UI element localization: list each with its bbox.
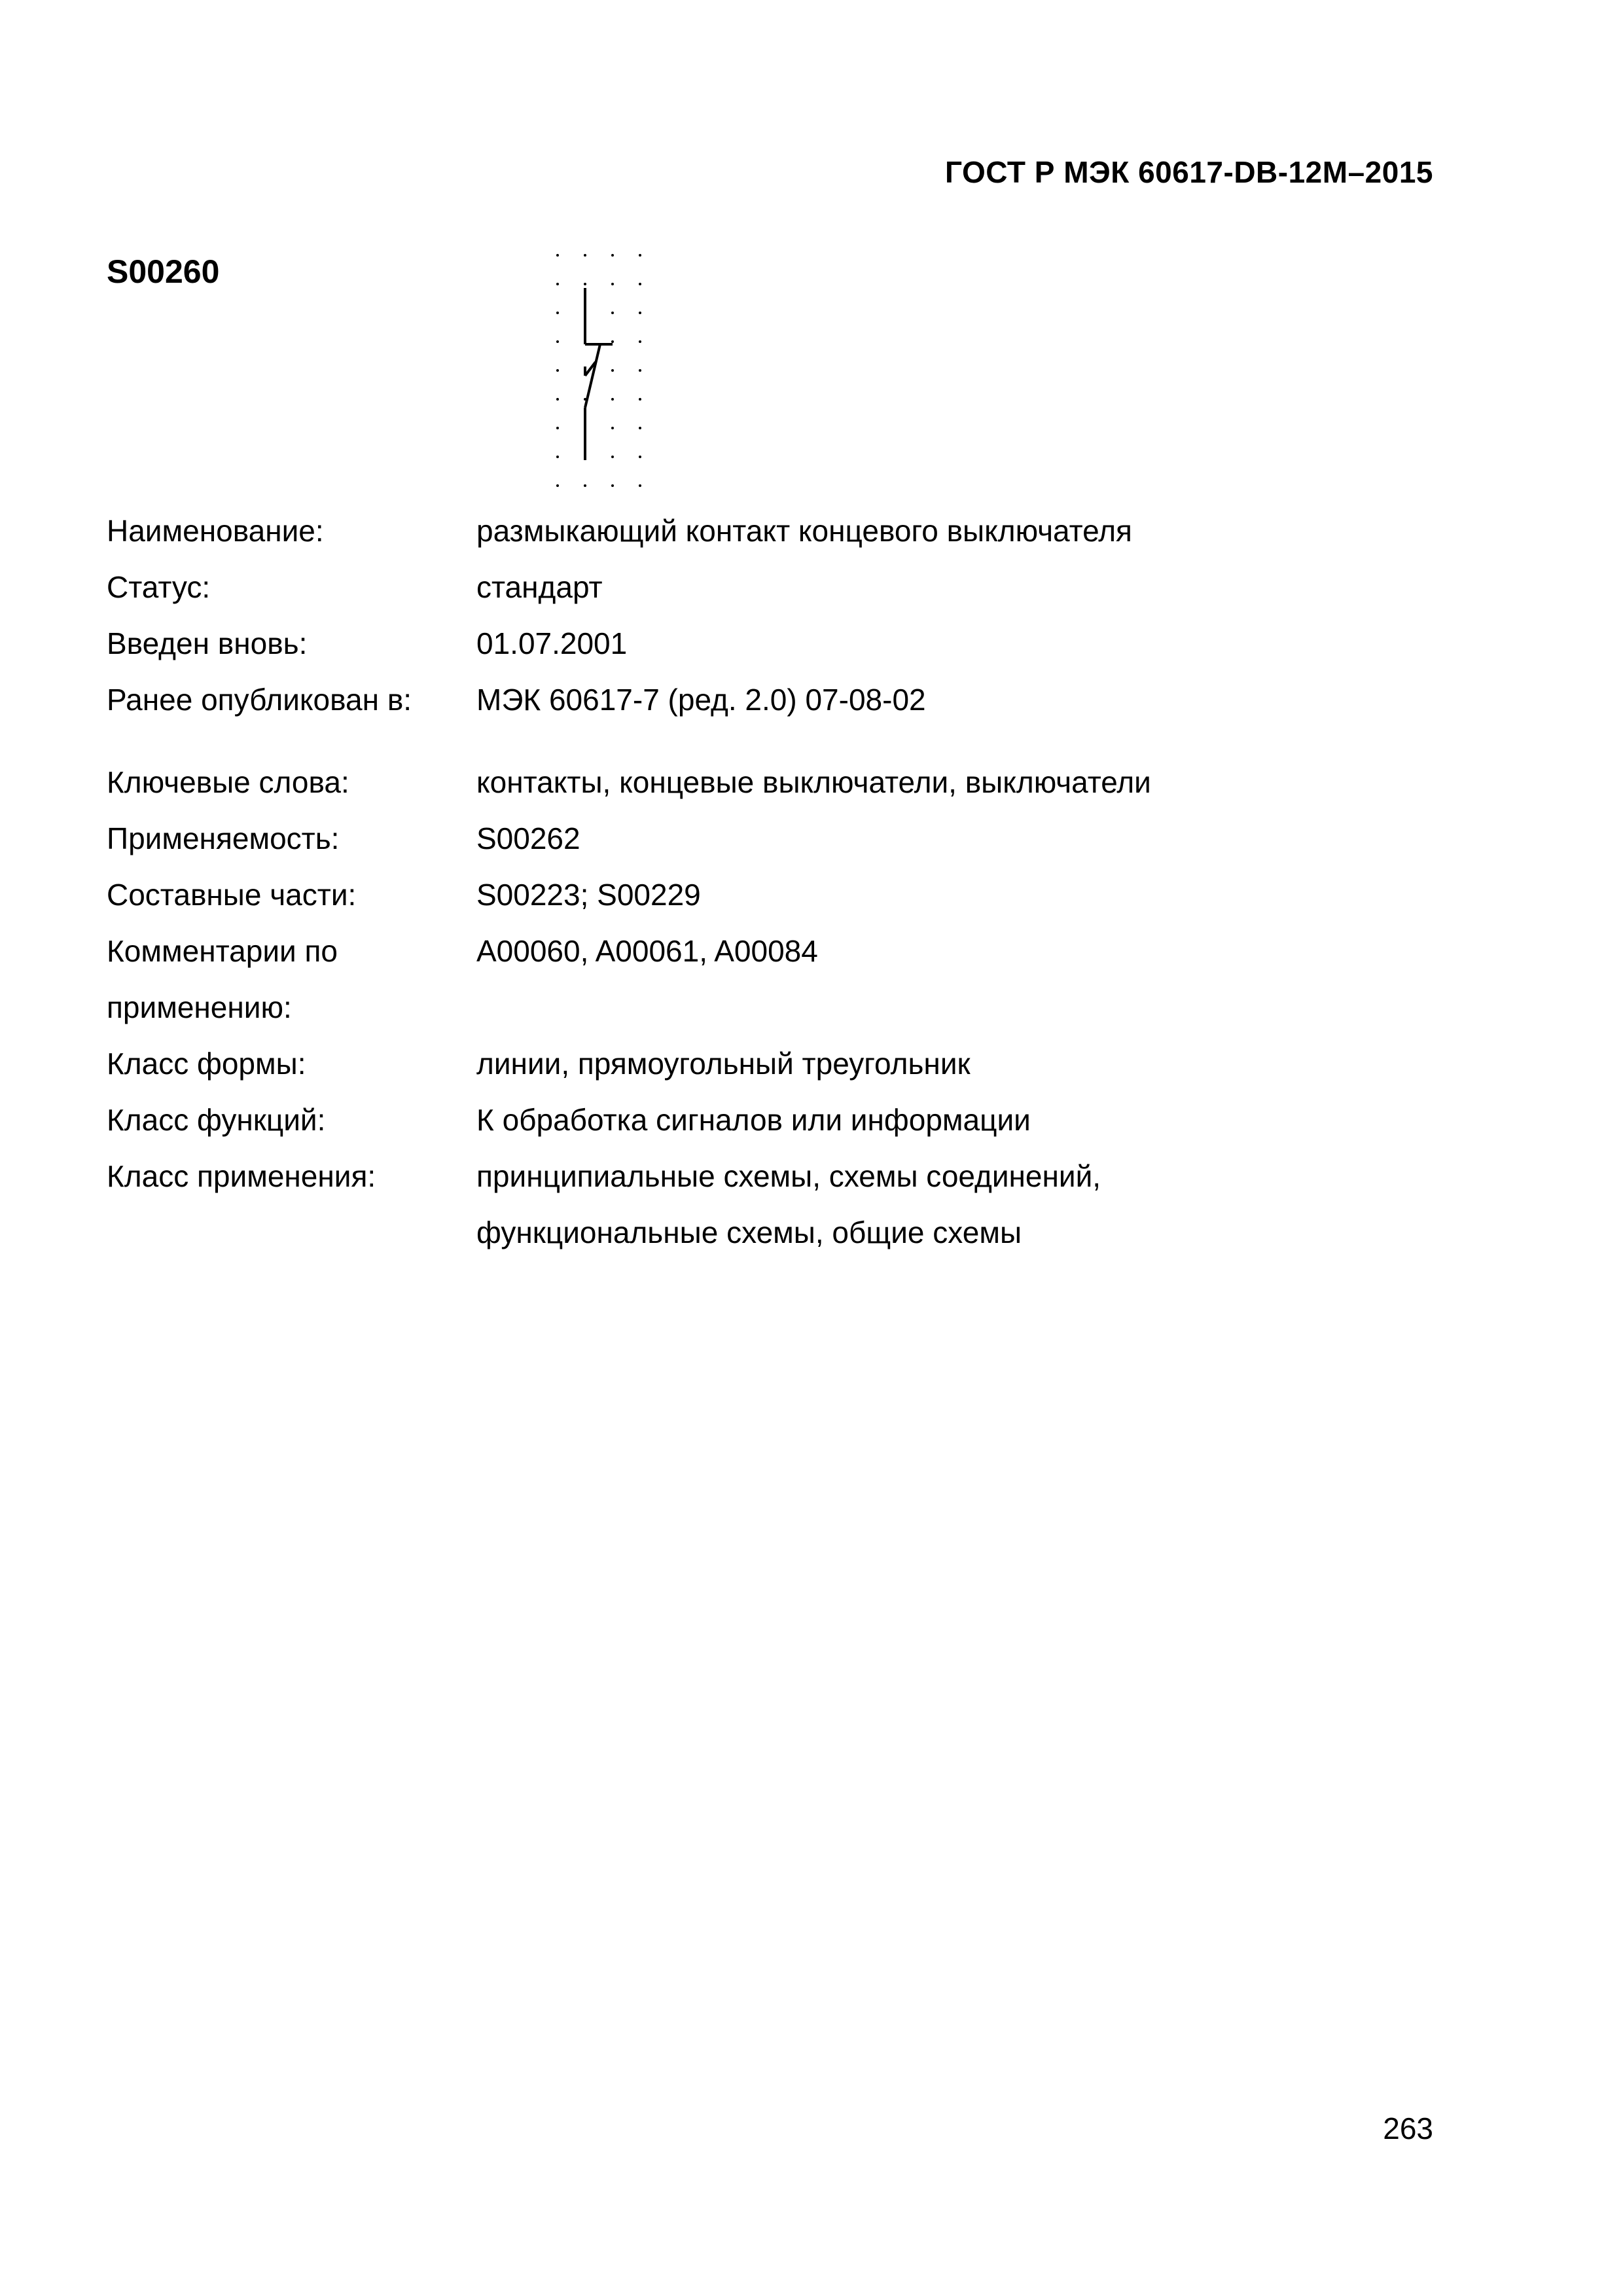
grid-dot: [611, 254, 614, 257]
property-value-line: линии, прямоугольный треугольник: [476, 1047, 971, 1081]
property-value: [476, 754, 1442, 810]
moving-contact-blade: [585, 344, 600, 408]
property-value: [476, 979, 1442, 1035]
property-label: Класс применения:: [107, 1159, 376, 1193]
symbol-id: S00260: [107, 253, 220, 290]
property-value: [476, 1035, 1442, 1092]
property-value-line: принципиальные схемы, схемы соединений,: [476, 1159, 1101, 1193]
property-row-status: [107, 559, 1442, 615]
grid-dot: [639, 427, 641, 429]
grid-dot: [556, 312, 559, 314]
grid-dot: [556, 369, 559, 372]
grid-dot: [556, 254, 559, 257]
grid-dot: [556, 340, 559, 343]
grid-dot: [639, 340, 641, 343]
grid-dot: [556, 398, 559, 401]
symbol-grid-dots: [556, 254, 641, 487]
property-row-application-comments-cont: [107, 979, 1442, 1035]
grid-dot: [584, 254, 586, 257]
grid-dot: [639, 484, 641, 487]
grid-dot: [639, 283, 641, 285]
grid-dot: [584, 283, 586, 285]
property-label: Комментарии по: [107, 934, 338, 968]
property-value-line: К обработка сигналов или информации: [476, 1103, 1031, 1137]
property-label: Класс функций:: [107, 1103, 326, 1137]
contact-symbol-strokes: [585, 288, 613, 460]
property-row-application-class: [107, 1148, 1442, 1261]
property-value: [476, 503, 1442, 559]
grid-dot: [584, 484, 586, 487]
grid-dot: [611, 312, 614, 314]
grid-dot: [639, 369, 641, 372]
property-row-introduced: [107, 615, 1442, 672]
property-row-previously-published: [107, 672, 1442, 728]
grid-dot: [639, 312, 641, 314]
property-value: [476, 867, 1442, 923]
grid-dot: [556, 283, 559, 285]
property-value: [476, 1148, 1442, 1261]
grid-dot: [639, 398, 641, 401]
grid-dot: [611, 369, 614, 372]
grid-dot: [556, 484, 559, 487]
property-row-function-class: [107, 1092, 1442, 1148]
grid-dot: [639, 254, 641, 257]
property-label: Наименование:: [107, 514, 324, 548]
property-value-line: стандарт: [476, 570, 603, 604]
property-value-line: S00223; S00229: [476, 878, 701, 912]
symbol-properties: [107, 503, 1442, 1261]
property-label: Составные части:: [107, 878, 357, 912]
property-value: [476, 672, 1442, 728]
grid-dot: [556, 456, 559, 458]
property-row-shape-class: [107, 1035, 1442, 1092]
property-value: [476, 1092, 1442, 1148]
property-label: Введен вновь:: [107, 626, 308, 660]
grid-dot: [639, 456, 641, 458]
property-value-line: A00060, A00061, A00084: [476, 934, 818, 968]
property-value: [476, 923, 1442, 979]
property-value: [476, 615, 1442, 672]
property-value-line: МЭК 60617-7 (ред. 2.0) 07-08-02: [476, 683, 926, 717]
property-value: [476, 559, 1442, 615]
property-value-line: размыкающий контакт концевого выключателя: [476, 514, 1132, 548]
property-value-line: S00262: [476, 821, 580, 855]
property-label: Класс формы:: [107, 1047, 306, 1081]
property-row-application-comments: [107, 923, 1442, 979]
standard-code: ГОСТ Р МЭК 60617-DB-12M–2015: [945, 155, 1433, 189]
page-number: 263: [1383, 2111, 1433, 2145]
property-row-components: [107, 867, 1442, 923]
limit-switch-break-contact-symbol: [544, 247, 656, 496]
grid-dot: [611, 398, 614, 401]
property-label: Ранее опубликован в:: [107, 683, 412, 717]
property-value-line: 01.07.2001: [476, 626, 628, 660]
property-label: Ключевые слова:: [107, 765, 349, 799]
property-row-keywords: [107, 754, 1442, 810]
grid-dot: [611, 283, 614, 285]
property-value-line: контакты, концевые выключатели, выключатели: [476, 765, 1151, 799]
property-value: [476, 810, 1442, 867]
property-value-line: функциональные схемы, общие схемы: [476, 1215, 1022, 1249]
grid-dot: [611, 456, 614, 458]
property-row-applicability: [107, 810, 1442, 867]
property-label: Применяемость:: [107, 821, 340, 855]
property-label: Статус:: [107, 570, 211, 604]
property-label: применению:: [107, 990, 292, 1024]
grid-dot: [556, 427, 559, 429]
grid-dot: [611, 427, 614, 429]
grid-dot: [611, 484, 614, 487]
property-row-name: [107, 503, 1442, 559]
grid-dot: [611, 340, 614, 343]
